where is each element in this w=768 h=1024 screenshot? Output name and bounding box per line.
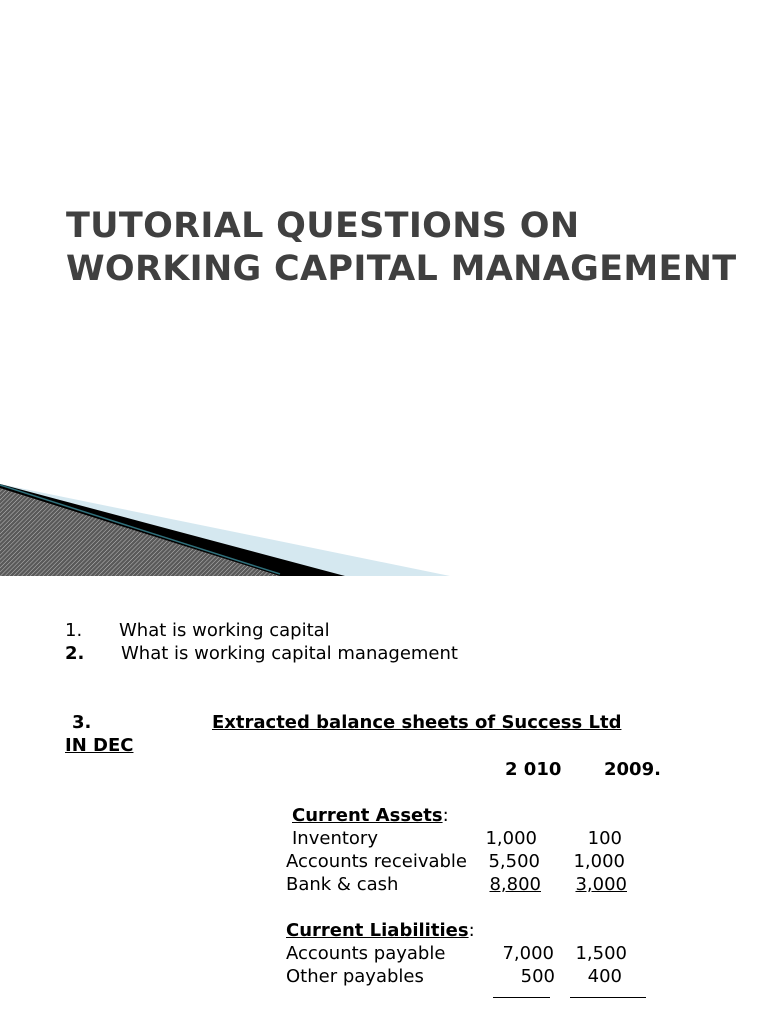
balance-sheet-heading: Extracted balance sheets of Success Ltd [212,712,622,733]
row-label-inventory: Inventory [292,828,378,849]
total-rule-2010 [493,997,550,998]
value-bank-cash-2009: 3,000 [575,874,627,895]
current-liabilities-heading: Current Liabilities: [286,920,475,941]
slide-title [66,205,736,291]
question-1-number: 1. [65,620,83,641]
title-line-1: TUTORIAL QUESTIONS ON [66,206,580,246]
decorative-wedge [0,470,460,576]
value-other-payables-2009: 400 [587,966,622,987]
question-1-text: What is working capital [119,620,330,641]
value-accounts-receivable-2009: 1,000 [573,851,625,872]
year-2009-header: 2009. [604,759,661,780]
value-accounts-payable-2009: 1,500 [575,943,627,964]
balance-sheet-heading-cont: IN DEC [65,735,134,756]
question-2-text: What is working capital management [121,643,458,664]
value-inventory-2010: 1,000 [485,828,537,849]
question-3-number: 3. [72,712,92,733]
value-inventory-2009: 100 [587,828,622,849]
total-rule-2009 [570,997,646,998]
row-label-bank-cash: Bank & cash [286,874,399,895]
row-label-accounts-payable: Accounts payable [286,943,446,964]
current-assets-heading: Current Assets: [292,805,449,826]
year-2010-header: 2 010 [505,759,562,780]
value-bank-cash-2010: 8,800 [489,874,541,895]
question-2-number: 2. [65,643,85,664]
row-label-accounts-receivable: Accounts receivable [286,851,468,872]
value-accounts-receivable-2010: 5,500 [488,851,540,872]
value-other-payables-2010: 500 [520,966,555,987]
value-accounts-payable-2010: 7,000 [502,943,554,964]
row-label-other-payables: Other payables [286,966,424,987]
title-line-2: WORKING CAPITAL MANAGEMENT [66,249,737,289]
